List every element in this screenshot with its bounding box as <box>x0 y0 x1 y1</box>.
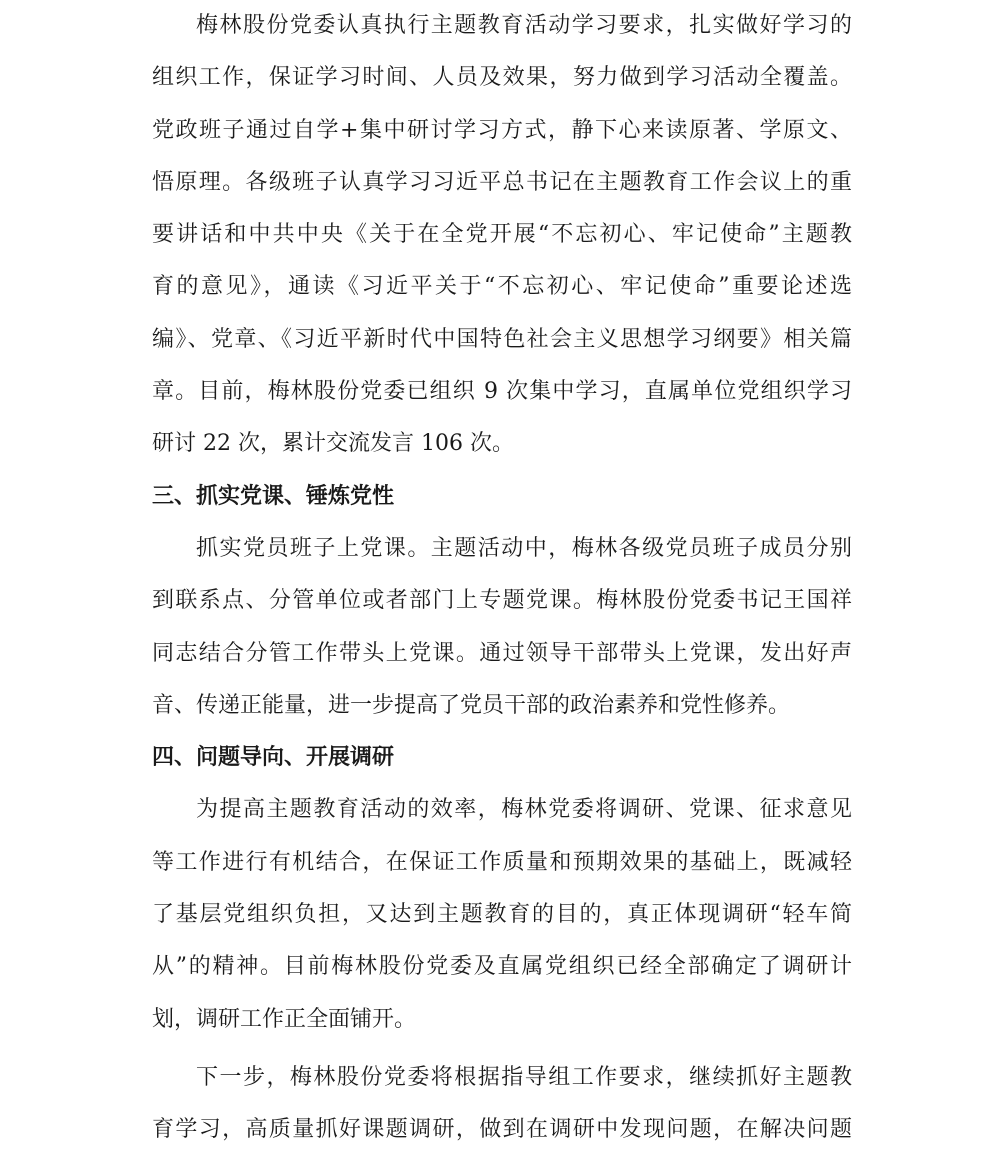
section-heading-research: 四、问题导向、开展调研 <box>152 745 395 771</box>
text-line: 为提高主题教育活动的效率，梅林党委将调研、党课、征求意见 <box>196 797 852 823</box>
text-line: 抓实党员班子上党课。主题活动中，梅林各级党员班子成员分别 <box>196 535 852 561</box>
text-line: 梅林股份党委认真执行主题教育活动学习要求，扎实做好学习的 <box>196 13 852 38</box>
paragraph-next-steps <box>152 1052 852 1157</box>
paragraph-study-organization <box>152 0 852 471</box>
text-line: 音、传递正能量，进一步提高了党员干部的政治素养和党性修养。 <box>152 692 791 718</box>
document-page <box>152 0 852 1157</box>
text-line: 研讨 22 次，累计交流发言 106 次。 <box>152 431 514 457</box>
text-line: 育学习，高质量抓好课题调研，做到在调研中发现问题，在解决问题 <box>152 1117 852 1143</box>
text-line: 要讲话和中共中央《关于在全党开展“不忘初心、牢记使命”主题教 <box>152 222 852 248</box>
text-line: 悟原理。各级班子认真学习习近平总书记在主题教育工作会议上的重 <box>152 169 852 195</box>
text-line: 下一步，梅林股份党委将根据指导组工作要求，继续抓好主题教 <box>196 1064 852 1090</box>
text-line: 同志结合分管工作带头上党课。通过领导干部带头上党课，发出好声 <box>152 640 852 666</box>
paragraph-party-lessons <box>152 523 852 732</box>
text-line: 到联系点、分管单位或者部门上专题党课。梅林股份党委书记王国祥 <box>152 588 852 614</box>
text-line: 划，调研工作正全面铺开。 <box>152 1006 417 1032</box>
paragraph-research <box>152 784 852 1045</box>
section-heading-party-lessons: 三、抓实党课、锤炼党性 <box>152 483 395 509</box>
text-line: 组织工作，保证学习时间、人员及效果，努力做到学习活动全覆盖。 <box>152 65 852 91</box>
text-line: 编》、党章、《习近平新时代中国特色社会主义思想学习纲要》相关篇 <box>152 326 852 352</box>
text-line: 育的意见》，通读《习近平关于“不忘初心、牢记使命”重要论述选 <box>152 274 852 300</box>
text-line: 了基层党组织负担，又达到主题教育的目的，真正体现调研“轻车简 <box>152 902 852 928</box>
text-line: 党政班子通过自学+集中研讨学习方式，静下心来读原著、学原文、 <box>152 117 852 143</box>
text-line: 等工作进行有机结合，在保证工作质量和预期效果的基础上，既减轻 <box>152 849 852 875</box>
text-line: 章。目前，梅林股份党委已组织 9 次集中学习，直属单位党组织学习 <box>152 379 852 405</box>
text-line: 从”的精神。目前梅林股份党委及直属党组织已经全部确定了调研计 <box>152 954 852 980</box>
